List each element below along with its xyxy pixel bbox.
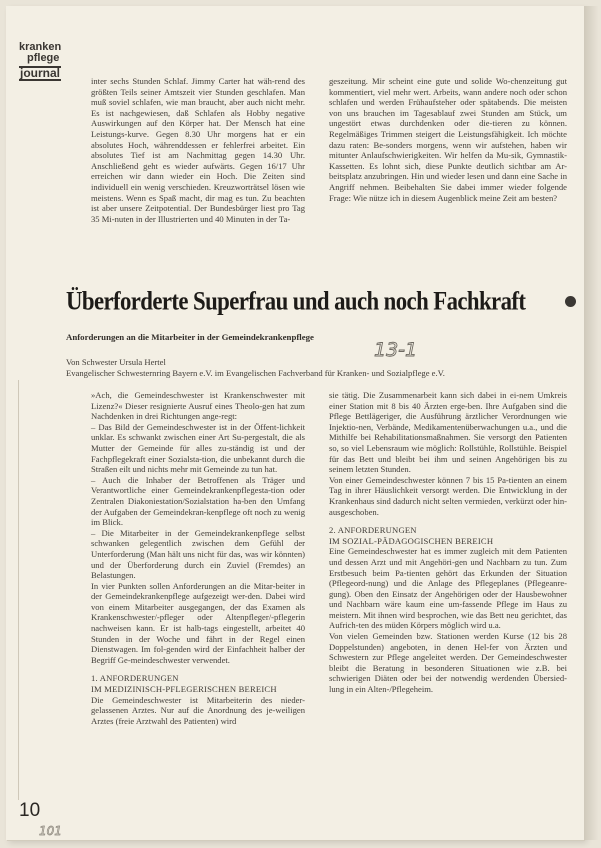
author-block <box>66 357 445 379</box>
handwritten-annotation-text: 13-1 <box>374 339 418 361</box>
logo-line-kranken: kranken <box>19 41 62 53</box>
top-left-text: inter sechs Stunden Schlaf. Jimmy Carter hat wäh-rend des größten Teils seiner Amtszeit vier Stunden geschlafen. Man muß soviel schlafen, wie man braucht, aber auch nicht mehr. Es ist nachgewiesen, daß Schlafen als Hobby negative Auswirkungen auf den Körper hat. Der Mensch hat eine Leistungs-kurve. Gegen 8.30 Uhr morgens hat er ein absolutes Hoch, währenddessen er fehlerfrei arbeitet. Ein absolutes Tief ist am Nachmittag gegen 14.30 Uhr. Anschließend geht es wieder aufwärts. Gegen 16/17 Uhr erreichen wir dann wieder ein Hoch. Die Zeiten sind individuell ein wenig verschieden. Kreuzworträtsel lösen wie meistens. Wenn es Spaß macht, dir mag es tun. Zu beachten ist aber unsere Zeitpotential. Der Bundesbürger liest pro Tag 35 Mi-nuten in der Illustrierten und 40 Minuten in der Ta- <box>91 76 305 224</box>
top-left-column <box>91 76 305 224</box>
page-edge-shadow <box>584 6 598 840</box>
top-right-text: geszeitung. Mir scheint eine gute und solide Wo-chenzeitung gut kommentiert, viel mehr wert. Arbeits, wann andere noch oder schon schlafen und werden Frühaufsteher oder spätabends. Die meisten von uns brauchen im Tagesablauf zwei Stunden am Stück, um ungestört etwas durchdenken oder die-tieren zu können. Regelmäßiges Trimmen steigert die Leistungsfähigkeit. Ich möchte dazu raten: Be-sonders morgens, wenn wir aufstehen, haben wir mitunter Anlaufschwierigkeiten. Wir helfen da Mu-sik, Gymnastik-Kassetten. Es lohnt sich, diese Punkte deutlich sichtbar am Ar-beitsplatz anzubringen. Hin und wieder lesen und dann eine Sache in Angriff nehmen. Beibehalten Sie dabei immer wieder folgende Frage: Wie nütze ich in diesem Augenblick meine Zeit am besten? <box>329 76 567 203</box>
section-heading-1-line2: IM MEDIZINISCH-PFLEGERISCHEN BEREICH <box>91 684 277 695</box>
journal-logo <box>19 42 71 81</box>
section-heading-2-line2: IM SOZIAL-PÄDAGOGISCHEN BEREICH <box>329 535 494 546</box>
body-paragraph: In vier Punkten sollen Anforderungen an die Mitar-beiter in der Gemeindekrankenpflege aufgezeigt wer-den. Dabei wird von einem Mitarbeiter ausgegangen, der das Examen als Krankenschwester/-pfleger oder Altenpfleger/-pflegerin nachweisen kann. Er ist halb-tags eingestellt, arbeitet 40 Stunden in der Woche und fährt in der Regel einen Dienstwagen. Im fol-genden wird der Einfachheit halber der Begriff Ge-meindeschwester verwendet. <box>91 580 305 665</box>
section-heading-1-line1: 1. ANFORDERUNGEN <box>91 673 179 684</box>
page-handwritten-mark-text: 101 <box>39 824 62 838</box>
title-bullet-dot <box>565 296 576 307</box>
intro-paragraph: »Ach, die Gemeindeschwester ist Krankenschwester mit Lizenz?« Dieser resignierte Ausruf eines Theolo-gen hat zum Nachdenken in drei Richtungen ange-regt: <box>91 390 305 422</box>
author-affiliation: Evangelischer Schwesternring Bayern e.V. im Evangelischen Fachverband für Kranken- und Sozialpflege e.V. <box>66 368 445 378</box>
top-right-column <box>329 76 567 203</box>
page-handwritten-mark <box>38 822 66 838</box>
logo-line-pflege: pflege <box>27 52 60 64</box>
page-number: 10 <box>19 800 41 821</box>
left-article-column <box>91 390 305 726</box>
right-paragraph-4: Von vielen Gemeinden bzw. Stationen werden Kurse (12 bis 28 Doppelstunden) angeboten, in denen Hel-fer von Ärzten und Schwestern zur Pflege angeleitet werden. Der Gemeindeschwester bleibt die Beratung in besonderen Situationen wie z.B. bei schwierigen Diäten oder bei der notwendig werdenden Übersied-lung in ein Alten-/Pflegeheim. <box>329 631 567 695</box>
bullet-paragraph-1: – Das Bild der Gemeindeschwester ist in der Öffent-lichkeit unklar. Es schwankt zwischen einer Art Su-pergestalt, die als Mutter der Gemeinde für alles zu-ständig ist und der Fachpflegekraft einer Sozialsta-tion, die unbekannt durch die Straßen eilt und nichts mehr mit Gemeinde zu tun hat. <box>91 421 305 475</box>
right-paragraph-1: sie tätig. Die Zusammenarbeit kann sich dabei in ei-nem Umkreis einer Station mit 8 bis 40 Ärzten erge-ben. Ihre Aufgaben sind die Pflege Bettlägeriger, die Ausführung ärztlicher Verordnungen wie Injektio-nen, Verbände, Medikamentenüberwachungen u.a., und die Mithilfe bei Rehabilitationsmaßnahmen. Sie versorgt den Patienten so, so viel Lebensraum wie möglich: Rollstühle, Rollstühle. Beispiel für das Bett und bleibt bei ihm und seinen Angehörigen bis zu seinem letzten Stunden. <box>329 390 567 475</box>
right-paragraph-2: Von einer Gemeindeschwester können 7 bis 15 Pa-tienten an einem Tag in ihrer Häuslichkeit versorgt werden. Die Entwicklung in der Krankenhaus sind dadurch nicht selten vermieden, verkürzt oder hin-ausgeschoben. <box>329 474 567 517</box>
logo-line-journal: journal <box>20 66 61 80</box>
article-title: Überforderte Superfrau und auch noch Fachkraft <box>66 286 526 316</box>
bullet-paragraph-2: – Auch die Inhaber der Betroffenen als Träger und Verantwortliche einer Gemeindekrankenpflegesta-tion oder Zentralen Diakoniestation/Sozialstation ha-ben den Umfang der Aufgaben der Gemeindekran-kenpflege oft noch zu wenig im Blick. <box>91 474 305 528</box>
article-subtitle: Anforderungen an die Mitarbeiter in der Gemeindekrankenpflege <box>66 332 314 342</box>
margin-rule <box>18 380 19 800</box>
author-name: Von Schwester Ursula Hertel <box>66 357 166 367</box>
right-paragraph-3: Eine Gemeindeschwester hat es immer zugleich mit dem Patienten und dessen Arzt und mit Angehöri-gen und Nachbarn zu tun. Zum Erstbesuch beim Pa-tienten gehört das Erkunden der Situation (Pflegeord-nung) und die Anlage des Pflegeplanes (Pflegeanre-gung). Oben den Einsatz der Angehörigen oder der Hausbewohner und Nachbarn wäre kaum eine um-fassende Pflege im Haus zu meistern. Mit ihnen wird besprochen, wie das Bett neu gerichtet, das Aufrich-ten des müden Körpers möglich wird u.a. <box>329 546 567 631</box>
section-heading-1 <box>91 673 305 694</box>
section-heading-2-line1: 2. ANFORDERUNGEN <box>329 525 417 536</box>
section-1-text: Die Gemeindeschwester ist Mitarbeiterin des nieder-gelassenen Arztes. Nur auf die Anordnung des je-weiligen Arztes (freie Arztwahl des Patienten) wird <box>91 694 305 726</box>
right-article-column <box>329 390 567 695</box>
bullet-paragraph-3: – Die Mitarbeiter in der Gemeindekrankenpflege selbst schwanken gelegentlich zwischen dem Gefühl der Unterforderung (Man hält uns nicht für das, was wir könnten) und der Überforderung durch ein Zuviel (Fremdes) an Belastungen. <box>91 527 305 581</box>
section-heading-2 <box>329 525 567 546</box>
